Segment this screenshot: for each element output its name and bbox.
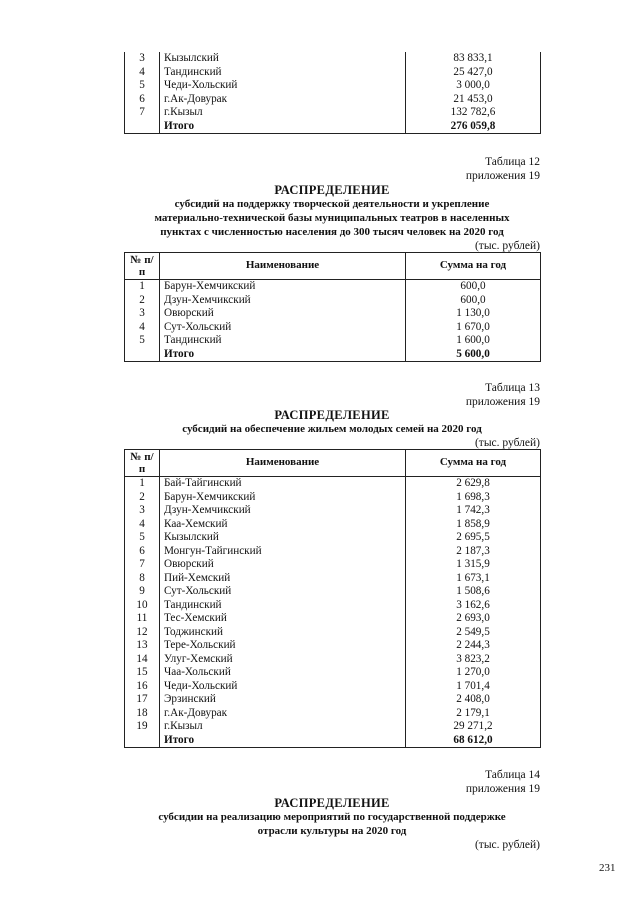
column-header-number: № п/п [125,450,160,477]
row-number: 4 [125,321,160,335]
table-row [125,666,541,680]
row-number: 3 [125,52,160,66]
total-sum: 276 059,8 [450,119,496,132]
table-caption-number: Таблица 12 [485,156,540,168]
total-sum: 68 612,0 [453,733,493,746]
table-row [125,321,541,335]
table-12-title: РАСПРЕДЕЛЕНИЕ [274,183,390,197]
row-sum: 1 742,3 [456,504,490,516]
row-name: Бай-Тайгинский [160,477,406,491]
subtitle-line: отрасли культуры на 2020 год [257,825,407,837]
row-number: 6 [125,545,160,559]
table-11-continuation [124,52,541,134]
table-row [125,93,541,107]
row-number: 15 [125,666,160,680]
row-name: Чаа-Хольский [160,666,406,680]
table-row [125,294,541,308]
table-13-subtitle [124,422,540,436]
table-row [125,334,541,348]
table-row [125,52,541,66]
table-13-units: (тыс. рублей) [474,437,540,449]
row-number: 8 [125,572,160,586]
row-sum: 3 162,6 [456,598,490,611]
table-12-caption [340,155,540,183]
row-name: Тоджинский [160,626,406,640]
row-name: Дзун-Хемчикский [160,504,406,518]
table-caption-number: Таблица 13 [485,382,540,394]
table-row [125,79,541,93]
row-sum: 2 693,0 [456,612,490,624]
row-sum: 1 270,0 [456,666,490,678]
table-row [125,572,541,586]
row-name: г.Ак-Довурак [160,93,406,107]
column-header-name: Наименование [160,253,406,280]
table-row [125,477,541,491]
row-number: 2 [125,294,160,308]
column-header-sum: Сумма на год [406,450,541,477]
row-name: Тере-Хольский [160,639,406,653]
row-name: г.Ак-Довурак [160,707,406,721]
table-total-row [125,348,541,362]
table-row [125,280,541,294]
table-14-subtitle [104,810,560,838]
subtitle-line: материально-технической базы муниципальных театров в населенных [154,212,510,224]
row-sum: 132 782,6 [450,106,496,118]
row-sum: 1 600,0 [456,334,490,346]
column-header-name: Наименование [160,450,406,477]
table-row [125,639,541,653]
row-sum: 1 670,0 [456,320,490,333]
row-sum: 29 271,2 [453,720,493,732]
row-sum: 21 453,0 [453,92,493,105]
table-row [125,612,541,626]
row-name: Сут-Хольский [160,585,406,599]
row-sum: 2 695,5 [456,531,490,543]
row-name: Барун-Хемчикский [160,280,406,294]
row-sum: 2 244,3 [456,639,490,651]
subtitle-line: пунктах с численностью населения до 300 тысяч человек на 2020 год [160,226,504,238]
row-sum: 2 187,3 [456,544,490,557]
row-name: г.Кызыл [160,106,406,120]
row-name: Каа-Хемский [160,518,406,532]
table-row [125,653,541,667]
column-header-number: № п/п [125,253,160,280]
row-sum: 1 858,9 [456,517,490,530]
row-name: Тандинский [160,334,406,348]
row-number: 2 [125,491,160,505]
row-sum: 25 427,0 [453,65,493,78]
row-name: Чеди-Хольский [160,680,406,694]
table-row [125,720,541,734]
row-sum: 600,0 [460,280,486,292]
row-number: 3 [125,504,160,518]
row-name: Кызылский [160,531,406,545]
row-sum: 1 698,3 [456,490,490,503]
row-number: 5 [125,79,160,93]
row-name: Эрзинский [160,693,406,707]
row-sum: 1 508,6 [456,585,490,597]
row-number: 16 [125,680,160,694]
table-14-units: (тыс. рублей) [474,839,540,851]
row-name: Дзун-Хемчикский [160,294,406,308]
row-number: 5 [125,531,160,545]
table-row [125,599,541,613]
page-number: 231 [599,862,616,874]
table-row [125,680,541,694]
row-name: Овюрский [160,307,406,321]
table-caption-appendix: приложения 19 [465,783,540,795]
table-row [125,558,541,572]
row-sum: 1 701,4 [456,679,490,692]
row-sum: 1 130,0 [456,307,490,319]
row-number: 14 [125,653,160,667]
row-number: 1 [125,477,160,491]
table-12 [124,252,541,362]
total-label: Итого [160,734,406,748]
table-row [125,707,541,721]
table-total-row [125,120,541,134]
row-sum: 600,0 [460,293,486,306]
row-number: 7 [125,558,160,572]
row-number: 4 [125,518,160,532]
column-header-sum: Сумма на год [406,253,541,280]
row-number [125,348,160,362]
row-number: 6 [125,93,160,107]
table-row [125,66,541,80]
table-row [125,545,541,559]
row-number: 9 [125,585,160,599]
row-number: 4 [125,66,160,80]
row-name: Сут-Хольский [160,321,406,335]
row-name: Тес-Хемский [160,612,406,626]
row-name: Монгун-Тайгинский [160,545,406,559]
table-row [125,491,541,505]
table-row [125,106,541,120]
table-12-subtitle [124,197,540,239]
subtitle-line: субсидий на поддержку творческой деятельности и укрепление [174,198,490,210]
row-number: 1 [125,280,160,294]
total-label: Итого [160,348,406,362]
row-name: Улуг-Хемский [160,653,406,667]
table-row [125,518,541,532]
row-name: г.Кызыл [160,720,406,734]
row-sum: 1 673,1 [456,571,490,584]
table-row [125,585,541,599]
row-number [125,120,160,134]
row-number [125,734,160,748]
table-caption-appendix: приложения 19 [465,170,540,182]
total-label: Итого [160,120,406,134]
total-sum: 5 600,0 [456,347,490,360]
table-row [125,693,541,707]
row-name: Пий-Хемский [160,572,406,586]
row-number: 19 [125,720,160,734]
row-name: Овюрский [160,558,406,572]
table-row [125,504,541,518]
table-caption-number: Таблица 14 [485,769,540,781]
row-number: 7 [125,106,160,120]
row-number: 5 [125,334,160,348]
row-number: 11 [125,612,160,626]
table-total-row [125,734,541,748]
row-number: 12 [125,626,160,640]
row-name: Тандинский [160,66,406,80]
row-number: 3 [125,307,160,321]
row-sum: 2 629,8 [456,477,490,489]
table-row [125,307,541,321]
row-name: Чеди-Хольский [160,79,406,93]
table-14-caption [340,768,540,796]
table-12-units: (тыс. рублей) [474,240,540,252]
row-sum: 3 000,0 [456,79,490,91]
row-sum: 83 833,1 [453,52,493,64]
row-sum: 2 179,1 [456,706,490,719]
subtitle-line: субсидий на обеспечение жильем молодых семей на 2020 год [182,423,482,435]
table-row [125,531,541,545]
row-number: 18 [125,707,160,721]
row-sum: 3 823,2 [456,652,490,665]
subtitle-line: субсидии на реализацию мероприятий по государственной поддержке [158,811,506,823]
table-13-caption [340,381,540,409]
row-name: Тандинский [160,599,406,613]
row-number: 13 [125,639,160,653]
table-13-title: РАСПРЕДЕЛЕНИЕ [274,408,390,422]
table-14-title: РАСПРЕДЕЛЕНИЕ [274,796,390,810]
row-sum: 2 549,5 [456,625,490,638]
row-sum: 2 408,0 [456,693,490,705]
row-number: 10 [125,599,160,613]
row-name: Кызылский [160,52,406,66]
table-row [125,626,541,640]
row-number: 17 [125,693,160,707]
row-sum: 1 315,9 [456,558,490,570]
row-name: Барун-Хемчикский [160,491,406,505]
table-13 [124,449,541,748]
table-caption-appendix: приложения 19 [465,396,540,408]
